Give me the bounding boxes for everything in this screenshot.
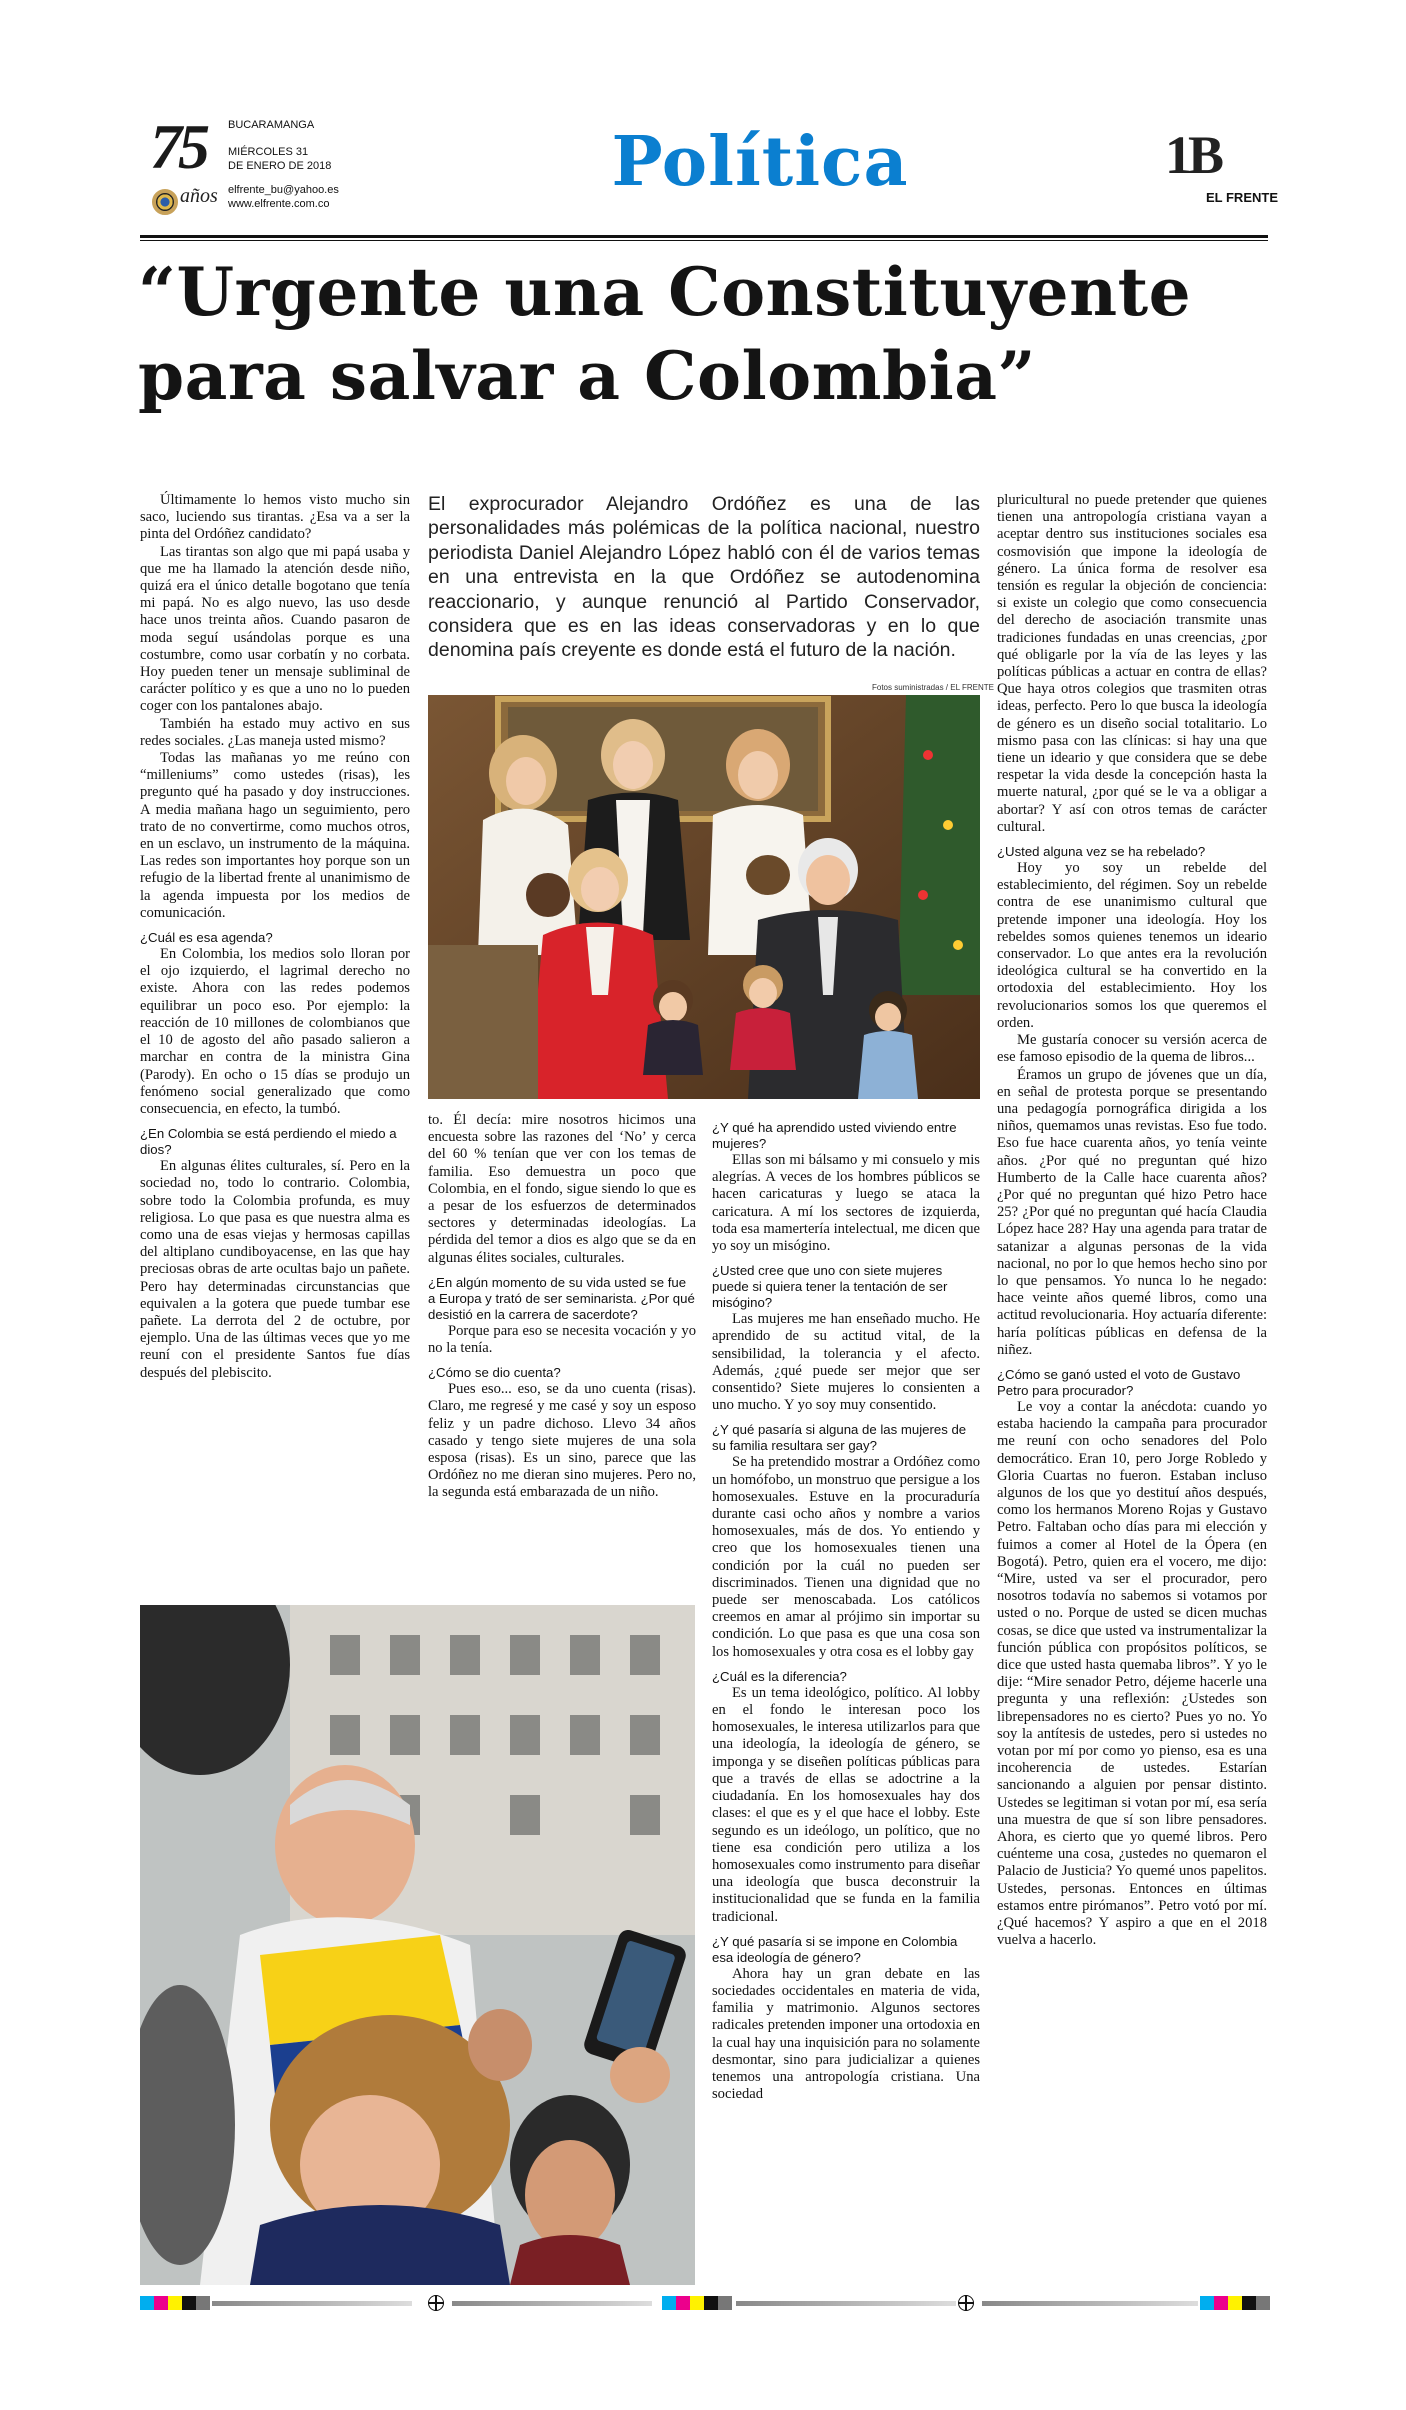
interview-question: ¿Y qué pasaría si se impone en Colombia esa ideología de género? bbox=[712, 1933, 958, 1965]
cyan-swatch bbox=[140, 2296, 154, 2310]
header-rule bbox=[140, 235, 1268, 238]
paragraph: Todas las mañanas yo me reúno con “milleniums” como ustedes (risas), les pregunto qué ha pasado y doy instrucciones. A media mañana hago un seguimiento, pero trato de no convertirme, como muchos otros, en un esclavo, un instrumento de la máquina. Las redes son importantes hoy porque son un refugio de la libertad frente al unanimismo de la agenda impuesta por los medios de comunicación. bbox=[140, 750, 410, 921]
black-swatch bbox=[182, 2296, 196, 2310]
gray-swatch bbox=[1256, 2296, 1270, 2310]
gray-gradient-bar bbox=[212, 2301, 412, 2306]
cyan-swatch bbox=[1200, 2296, 1214, 2310]
paragraph: pluricultural no puede pretender que quienes tienen una antropología cristiana vayan a aceptar dentro sus instituciones sociales esa cosmovisión que impone la ideología de género. La única forma de resolver esa tensión es regular la objeción de conciencia: si existe un colegio que como consecuencia del derecho de asociación transmite unas tradiciones fundadas en unas creencias, ¿por qué obligarle por la vía de las leyes y las políticas públicas a actuar en contra de ellas? Que haya otros colegios que trasmiten otras ideas, perfecto. Pero lo que busca la ideología de género es un diseño social totalitario. Lo mismo pasa con las clínicas: si hay una que tiene un ideario y que considera que se debe respetar la vida desde la concepción hasta la muerte natural, ¿por qué se le va a obligar a abortar? Y así con otros temas de carácter cultural. bbox=[997, 492, 1267, 835]
paragraph: Hoy yo soy un rebelde del establecimiento, del régimen. Soy un rebelde contra de ese unanimismo cultural que pretende imponer una ideología. Hoy los rebeldes somos quienes tenemos un ideario conservador. Lo que antes era la revolución ideológica cultural se ha convertido en la ortodoxia del establecimiento. Hoy los revolucionarios somos los que queremos el orden. bbox=[997, 860, 1267, 1031]
paragraph: Éramos un grupo de jóvenes que un día, en señal de protesta porque se presentando una pedagogía pornográfica dirigida a los niños, quemamos unas revistas. Eso fue todo. Eso fue hace cuarenta años, yo tenía veinte años. ¿Por qué no preguntan qué hizo Humberto de la Calle hace cuarenta años? ¿Por qué no preguntan qué hizo Petro hace 25? ¿Por qué no preguntan qué hacía Claudia López hace 28? Hay una agenda para tratar de satanizar a algunas personas de la vida nacional, no por lo que hemos hecho sino por lo que pensamos. Yo nunca lo he negado: hace veinte años quemé libros, como una actitud revolucionaria. Hoy actuaría diferente: haría políticas públicas en defensa de la niñez. bbox=[997, 1066, 1267, 1358]
paragraph: to. Él decía: mire nosotros hicimos una encuesta sobre las razones del ‘No’ y cerca del 60 % tenían que ver con los temas de familia. Eso demuestra un poco que Colombia, en el fondo, sigue siendo lo que es a pesar de los esfuerzos de determinados sectores y determinadas ideologías. La pérdida del temor a dios es algo que se da en algunas élites sociales, culturales. bbox=[428, 1112, 696, 1266]
cyan-swatch bbox=[662, 2296, 676, 2310]
magenta-swatch bbox=[1214, 2296, 1228, 2310]
paragraph: Últimamente lo hemos visto mucho sin saco, luciendo sus tirantas. ¿Esa va a ser la pinta del Ordóñez candidato? bbox=[140, 492, 410, 543]
article-column-1 bbox=[140, 492, 410, 1382]
interview-question: ¿Cuál es la diferencia? bbox=[712, 1668, 847, 1684]
black-swatch bbox=[704, 2296, 718, 2310]
magenta-swatch bbox=[154, 2296, 168, 2310]
black-swatch bbox=[1242, 2296, 1256, 2310]
interview-question: ¿Cómo se ganó usted el voto de Gustavo Petro para procurador? bbox=[997, 1366, 1241, 1398]
yellow-swatch bbox=[690, 2296, 704, 2310]
headline bbox=[138, 250, 1278, 418]
interview-question: ¿En Colombia se está perdiendo el miedo a dios? bbox=[140, 1126, 397, 1158]
article-column-3 bbox=[712, 1112, 980, 2103]
yellow-swatch bbox=[1228, 2296, 1242, 2310]
headline-line-2: para salvar a Colombia” bbox=[138, 337, 1036, 415]
paragraph: Le voy a contar la anécdota: cuando yo estaba haciendo la campaña para procurador me reuní con ocho senadores del Polo democrático. Eran 10, pero Jorge Robledo y Gloria Cuartas no fueron. Estaban incluso algunos de los que yo destituí años después, como los hermanos Moreno Rojas y Gustavo Petro. Faltaban ocho días para mi elección y fuimos a comer al Hotel de la Ópera (en Bogotá). Petro, quien era el vocero, me dijo: “Mire, usted va ser el procurador, pero nosotros todavía no sabemos si votamos por usted o no. Porque de usted se dicen muchas cosas, se dice que usted va instrumentalizar la función pública con propósitos políticos, se dice que usted hasta quemaba libros”. Y yo le dije: “Mire senador Petro, déjeme hacerle una pregunta y una reflexión: ¿Ustedes son librepensadores no es cierto? Pues yo no. Yo soy la antítesis de ustedes, pero si ustedes no votan por mí por como yo pienso, esa es una incoherencia de ustedes. Estarían sancionando a alguien por pensar distinto. Ustedes se legitiman si votan por mí, esa sería una muestra de que sí son libre pensadores. Ahora, es cierto que yo quemé libros. Pero cuénteme una cosa, ¿ustedes no quemaron el Palacio de Justicia? Yo quemé unos papelitos. Ustedes, personas. Entonces en últimas estamos entre pirómanos”. Petro votó por mí. ¿Qué hacemos? Y aspiro a que en el 2018 vuelva a hacerlo. bbox=[997, 1398, 1267, 1949]
date-line-1: MIÉRCOLES 31 bbox=[228, 146, 309, 158]
anniversary-logo bbox=[150, 111, 230, 210]
page-number: 1B bbox=[1165, 125, 1221, 185]
interview-question: ¿Usted cree que uno con siete mujeres puede si quiera tener la tentación de ser misógino? bbox=[712, 1263, 948, 1311]
article-column-2 bbox=[428, 1112, 696, 1502]
email: elfrente_bu@yahoo.es bbox=[228, 184, 339, 196]
paragraph: Me gustaría conocer su versión acerca de ese famoso episodio de la quema de libros... bbox=[997, 1032, 1267, 1066]
interview-question: ¿Cómo se dio cuenta? bbox=[428, 1365, 561, 1381]
paragraph: Se ha pretendido mostrar a Ordóñez como un homófobo, un monstruo que persigue a los homosexuales. Estuve en la procuraduría durante casi ocho años y nombre a varios homosexuales, más de dos. Yo entiendo y creo que los homosexuales tienen una condición por la cuál no pueden ser discriminados. Tienen una dignidad que no puede ser menoscabada. Los católicos creemos en amar al prójimo sin importar su condición. Lo que pasa es que una cosa son los homosexuales y otra cosa es el lobby gay bbox=[712, 1454, 980, 1660]
gray-gradient-bar bbox=[982, 2301, 1198, 2306]
paragraph: Porque para eso se necesita vocación y yo no la tenía. bbox=[428, 1322, 696, 1357]
crowd-photo bbox=[140, 1605, 695, 2285]
paragraph: Las tirantas son algo que mi papá usaba y que me ha llamado la atención desde niño, quizá era el único detalle bogotano que tenía mi papá. No es algo nuevo, las uso desde hace unos treinta años. Cuando pasaron de moda seguí usándolas porque es una costumbre, como usar corbatín y no corbata. Hoy pueden tener un mensaje subliminal de carácter político y es que a uno no lo pueden coger con los pantalones abajo. bbox=[140, 543, 410, 715]
masthead-info bbox=[228, 118, 339, 211]
paragraph: Es un tema ideológico, político. Al lobby en el fondo le interesan poco los homosexuales, le interesa utilizarlos para que una ideología, la ideología de género, se imponga y se diseñen políticas públicas para que a través de ellas se adoctrine a la ciudadanía. En los homosexuales hay dos clases: el que es y el que hace el lobby. Este segundo es un ideólogo, un político, que no tiene esa condición pero utiliza a los homosexuales como instrumento para diseñar una ideología que busca deconstruir la institucionalidad que se funda en la familia tradicional. bbox=[712, 1684, 980, 1925]
paragraph: Las mujeres me han enseñado mucho. He aprendido de su actitud vital, de la sensibilidad, la tolerancia y el afecto. Además, ¿qué puede ser mejor que ser consentido? Siete mujeres lo consienten a uno mucho. Y yo soy muy consentido. bbox=[712, 1311, 980, 1414]
paragraph: En algunas élites culturales, sí. Pero en la sociedad no, todo lo contrario. Colombia, sobre todo la Colombia profunda, es muy religiosa. Lo que pasa es que nuestra alma es como una de esas viejas y hermosas capillas del altiplano cundiboyacense, en las que hay preciosas obras de arte ocultas bajo un pañete. Pero hay determinadas circunstancias que equivalen a la gotera que puede tumbar ese pañete. La derrota del 2 de octubre, por ejemplo. Una de las últimas veces que yo me reuní con el presidente Santos fue días después del plebiscito. bbox=[140, 1158, 410, 1381]
paragraph: En Colombia, los medios solo lloran por el ojo izquierdo, el lagrimal derecho no existe. Ahora con las redes podemos equilibrar un poco eso. Por ejemplo: la reacción de 10 millones de colombianos que el 10 de agosto del año pasado salieron a marchar en contra de la ministra Gina (Parody). En ocho o 15 días se produjo un fenómeno social generalizado que como consecuencia, en efecto, la tumbó. bbox=[140, 946, 410, 1117]
paragraph: Pues eso... eso, se da uno cuenta (risas). Claro, me regresé y me casé y soy un esposo feliz y un padre dichoso. Llevo 34 años casado y tengo siete mujeres de una sola esposa (risas). Es un sino, parece que las Ordóñez no me dieran sino mujeres. Pero no, la segunda está embarazada de un niño. bbox=[428, 1381, 696, 1501]
headline-line-1: “Urgente una Constituyente bbox=[138, 253, 1192, 331]
photo-credit: Fotos suministradas / EL FRENTE bbox=[872, 683, 994, 692]
date-line-2: DE ENERO DE 2018 bbox=[228, 160, 332, 172]
anniversary-word: años bbox=[180, 185, 218, 207]
registration-mark-icon bbox=[958, 2295, 974, 2311]
header-rule-thin bbox=[140, 240, 1268, 241]
family-photo bbox=[428, 695, 980, 1099]
paragraph: Ahora hay un gran debate en las sociedades occidentales en materia de vida, familia y matrimonio. Algunos sectores radicales pretenden imponer una ortodoxia en la cual hay una inquisición para no solamente desmontar, sino para judicializar a quienes tenemos una antropología cristiana. Una sociedad bbox=[712, 1965, 980, 2103]
crowd-image bbox=[140, 1605, 695, 2285]
gray-gradient-bar bbox=[736, 2301, 956, 2306]
magenta-swatch bbox=[676, 2296, 690, 2310]
gray-gradient-bar bbox=[452, 2301, 652, 2306]
section-title: Política bbox=[611, 122, 909, 202]
yellow-swatch bbox=[168, 2296, 182, 2310]
brand-name: EL FRENTE bbox=[1206, 190, 1278, 205]
interview-question: ¿Y qué pasaría si alguna de las mujeres de su familia resultara ser gay? bbox=[712, 1422, 967, 1454]
interview-question: ¿En algún momento de su vida usted se fue a Europa y trató de ser seminarista. ¿Por qué desistió en la carrera de sacerdote? bbox=[428, 1274, 695, 1322]
film-reel-icon bbox=[152, 189, 178, 215]
anniversary-number: 75 bbox=[150, 111, 206, 182]
registration-mark-icon bbox=[428, 2295, 444, 2311]
gray-swatch bbox=[196, 2296, 210, 2310]
paragraph: También ha estado muy activo en sus redes sociales. ¿Las maneja usted mismo? bbox=[140, 715, 410, 749]
gray-swatch bbox=[718, 2296, 732, 2310]
paragraph: Ellas son mi bálsamo y mi consuelo y mis alegrías. A veces de los hombres públicos se hacen caricaturas y luego se ataca la caricatura. A mí los sectores de izquierda, toda esa mamertería intelectual, me dicen que yo soy un misógino. bbox=[712, 1152, 980, 1255]
print-registration-bar bbox=[140, 2293, 1270, 2311]
interview-question: ¿Usted alguna vez se ha rebelado? bbox=[997, 844, 1206, 860]
interview-question: ¿Cuál es esa agenda? bbox=[140, 930, 273, 946]
city: BUCARAMANGA bbox=[228, 119, 315, 131]
article-lead: El exprocurador Alejandro Ordóñez es una de las personalidades más polémicas de la política nacional, nuestro periodista Daniel Alejandro López habló con él de varios temas en una entrevista en la que Ordóñez se autodenomina reaccionario, y aunque renunció al Partido Conservador, considera que es en las ideas conservadoras y en lo que denomina país creyente es donde está el futuro de la nación. bbox=[428, 493, 980, 662]
article-column-4 bbox=[997, 492, 1267, 1949]
interview-question: ¿Y qué ha aprendido usted viviendo entre mujeres? bbox=[712, 1120, 957, 1151]
family-portrait-image bbox=[428, 695, 980, 1099]
website: www.elfrente.com.co bbox=[228, 198, 330, 210]
